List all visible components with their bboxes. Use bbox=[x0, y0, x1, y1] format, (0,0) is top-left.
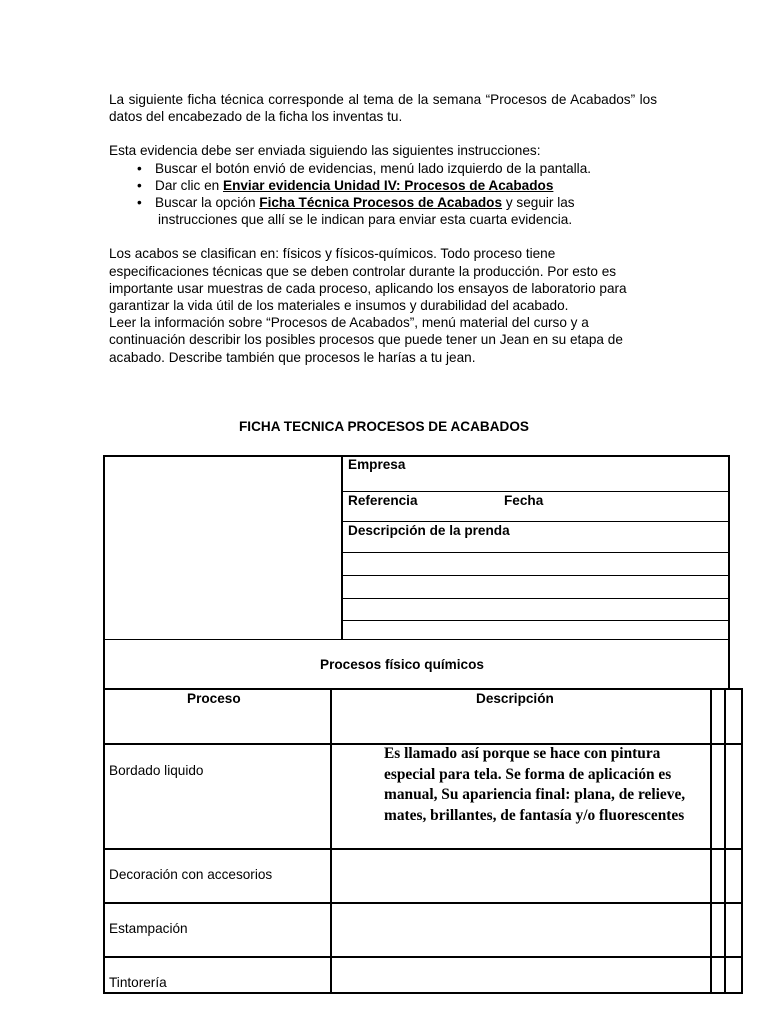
bullet-icon: • bbox=[137, 177, 142, 193]
intro-paragraph-3: Los acabos se clasifican en: físicos y físicos-químicos. Todo proceso tiene especificaciones técnicas que se deben controlar durante la producción. Por esto es importante usar muestras de cada proceso, aplicando los ensayos de laboratorio para garantizar la vida útil de los materiales e insumos y durabilidad del acabado. bbox=[109, 246, 627, 314]
list-item: • Buscar la opción Ficha Técnica Procesos de Acabados y seguir las instrucciones que allí se le indican para enviar esta cuarta evidencia. bbox=[137, 195, 575, 228]
intro-paragraph-2: Esta evidencia debe ser enviada siguiendo las siguientes instrucciones: bbox=[109, 143, 541, 159]
instructions-text bbox=[109, 91, 657, 366]
proceso-cell: Bordado liquido bbox=[109, 763, 204, 778]
list-item: • Buscar el botón envió de evidencias, menú lado izquierdo de la pantalla. bbox=[137, 160, 592, 176]
referencia-label: Referencia bbox=[348, 493, 418, 508]
ficha-tecnica-link[interactable]: Ficha Técnica Procesos de Acabados bbox=[259, 195, 503, 211]
fecha-label: Fecha bbox=[504, 493, 544, 508]
descripcion-prenda-label: Descripción de la prenda bbox=[348, 523, 510, 538]
intro-paragraph-4: Leer la información sobre “Procesos de Acabados”, menú material del curso y a continuación describir los posibles procesos que puede tener un Jean en su etapa de acabado. Describe también que procesos le harías a tu jean. bbox=[109, 315, 623, 365]
list-item: • Dar clic en Enviar evidencia Unidad IV: Procesos de Acabados bbox=[137, 177, 554, 193]
proceso-cell: Decoración con accesorios bbox=[109, 867, 273, 882]
proceso-cell: Estampación bbox=[109, 921, 188, 936]
col-descripcion-header: Descripción bbox=[476, 691, 554, 706]
enviar-evidencia-link[interactable]: Enviar evidencia Unidad IV: Procesos de Acabados bbox=[223, 177, 554, 193]
col-proceso-header: Proceso bbox=[187, 691, 241, 706]
section-title: Procesos físico químicos bbox=[320, 657, 484, 672]
bullet-icon: • bbox=[137, 195, 142, 211]
descripcion-cell: Es llamado así porque se hace con pintura especial para tela. Se forma de aplicación es manual, Su apariencia final: plana, de relieve, mates, brillantes, de fantasía y/o fluorescentes bbox=[384, 745, 686, 824]
instructions-list bbox=[109, 160, 657, 229]
proceso-cell: Tintorería bbox=[109, 975, 167, 990]
intro-paragraph-1: La siguiente ficha técnica corresponde al tema de la semana “Procesos de Acabados” los datos del encabezado de la ficha los inventas tu. bbox=[109, 92, 657, 125]
empresa-label: Empresa bbox=[348, 457, 406, 472]
bullet-icon: • bbox=[137, 160, 142, 176]
ficha-title: FICHA TECNICA PROCESOS DE ACABADOS bbox=[238, 419, 529, 434]
